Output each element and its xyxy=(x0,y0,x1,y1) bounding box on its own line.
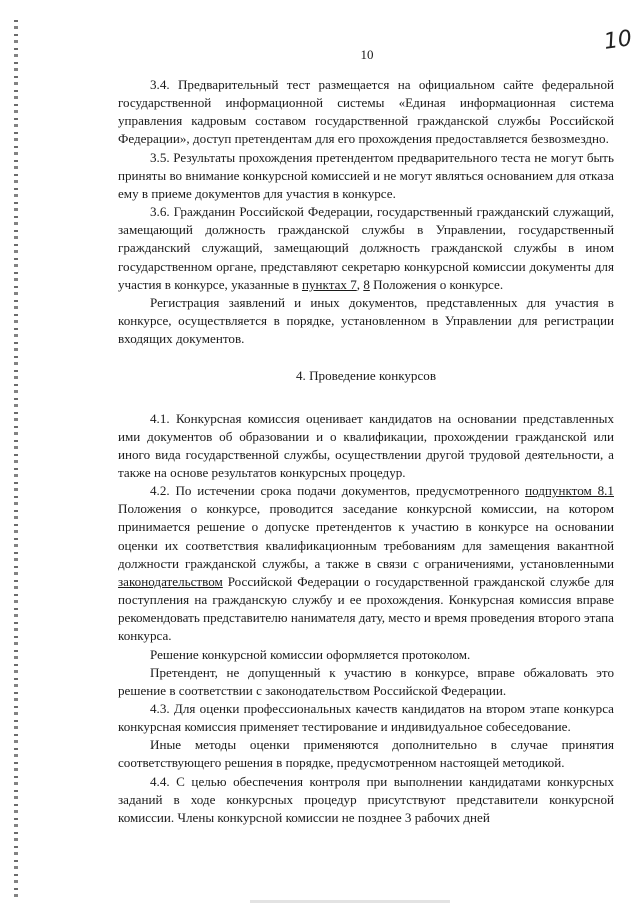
link-zakonodatelstvo[interactable]: законодательством xyxy=(118,573,223,589)
paragraph-3-5: 3.5. Результаты прохождения претендентом предварительного теста не могут быть приняты во внимание конкурсной комиссией и не могут являться основанием для отказа ему в приеме документов для участия в конкурсе. xyxy=(118,149,614,201)
handwritten-page-mark: 10 xyxy=(602,26,634,55)
paragraph-4-3: 4.3. Для оценки профессиональных качеств кандидатов на втором этапе конкурса конкурсная комиссия применяет тестирование и индивидуальное собеседование. xyxy=(118,701,614,735)
paragraph-3-6-separator: , xyxy=(356,276,364,292)
scan-edge-artifact xyxy=(14,20,18,900)
paragraph-registration: Регистрация заявлений и иных документов, представленных для участия в конкурсе, осуществляется в порядке, установленном в Управлении для регистрации входящих документов. xyxy=(118,294,614,347)
document-body xyxy=(118,76,614,827)
link-punkt-8[interactable]: 8 xyxy=(363,276,370,292)
scan-bottom-artifact xyxy=(250,900,450,903)
link-punkt-7[interactable]: пунктах 7 xyxy=(301,276,357,292)
paragraph-4-2 xyxy=(118,482,614,645)
link-podpunkt-8-1[interactable]: подпунктом 8.1 xyxy=(525,483,614,499)
paragraph-other-methods: Иные методы оценки применяются дополнительно в случае принятия соответствующего решения в порядке, предусмотренном настоящей методикой. xyxy=(118,737,614,771)
paragraph-4-2-text-middle: Положения о конкурсе, проводится заседание конкурсной комиссии, на котором принимается решение о допуске претендентов к участию в конкурсе на основании оценки их соответствия квалификационным требованиям для замещения вакантной должности гражданской службы, а также в связи с ограничениями, установленными xyxy=(118,501,614,571)
paragraph-decision: Решение конкурсной комиссии оформляется протоколом. xyxy=(150,646,471,662)
paragraph-3-6-text-start: 3.6. Гражданин Российской Федерации, государственный гражданский служащий, замещающий должность гражданской службы в Управлении, государственный гражданский служащий, замещающий должность гражданской службы в ином государственном органе, представляют секретарю конкурсной комиссии документы для участия в конкурсе, указанные в xyxy=(118,204,614,292)
section-heading: 4. Проведение конкурсов xyxy=(295,368,437,384)
paragraph-4-1: 4.1. Конкурсная комиссия оценивает кандидатов на основании представленных ими документов об образовании и о квалификации, прохождении гражданской или иного вида государственной службы, осуществлении другой трудовой деятельности, а также на основе результатов конкурсных процедур. xyxy=(118,410,614,480)
paragraph-3-6-text-end: Положения о конкурсе. xyxy=(369,276,504,292)
paragraph-3-4: 3.4. Предварительный тест размещается на официальном сайте федеральной государственной информационной системы «Единая информационная система управления кадровым составом государственной гражданской службы Российской Федерации», доступ претендентам для его прохождения предоставляется безвозмездно. xyxy=(118,77,614,147)
paragraph-4-4: 4.4. С целью обеспечения контроля при выполнении кандидатами конкурсных заданий в ходе конкурсных процедур присутствуют представители конкурсной комиссии. Члены конкурсной комиссии не позднее 3 рабочих дней xyxy=(118,773,614,825)
paragraph-3-6 xyxy=(118,203,614,294)
page-number: 10 xyxy=(360,47,374,62)
paragraph-appeal: Претендент, не допущенный к участию в конкурсе, вправе обжаловать это решение в соответствии с законодательством Российской Федерации. xyxy=(118,664,614,698)
paragraph-4-2-text-end: Российской Федерации о государственной гражданской службе для поступления на гражданскую службу и ее прохождения. Конкурсная комиссия вправе рекомендовать представителю нанимателя дату, место и время проведения второго этапа конкурса. xyxy=(118,573,614,644)
paragraph-4-2-text-start: 4.2. По истечении срока подачи документов, предусмотренного xyxy=(150,483,526,499)
